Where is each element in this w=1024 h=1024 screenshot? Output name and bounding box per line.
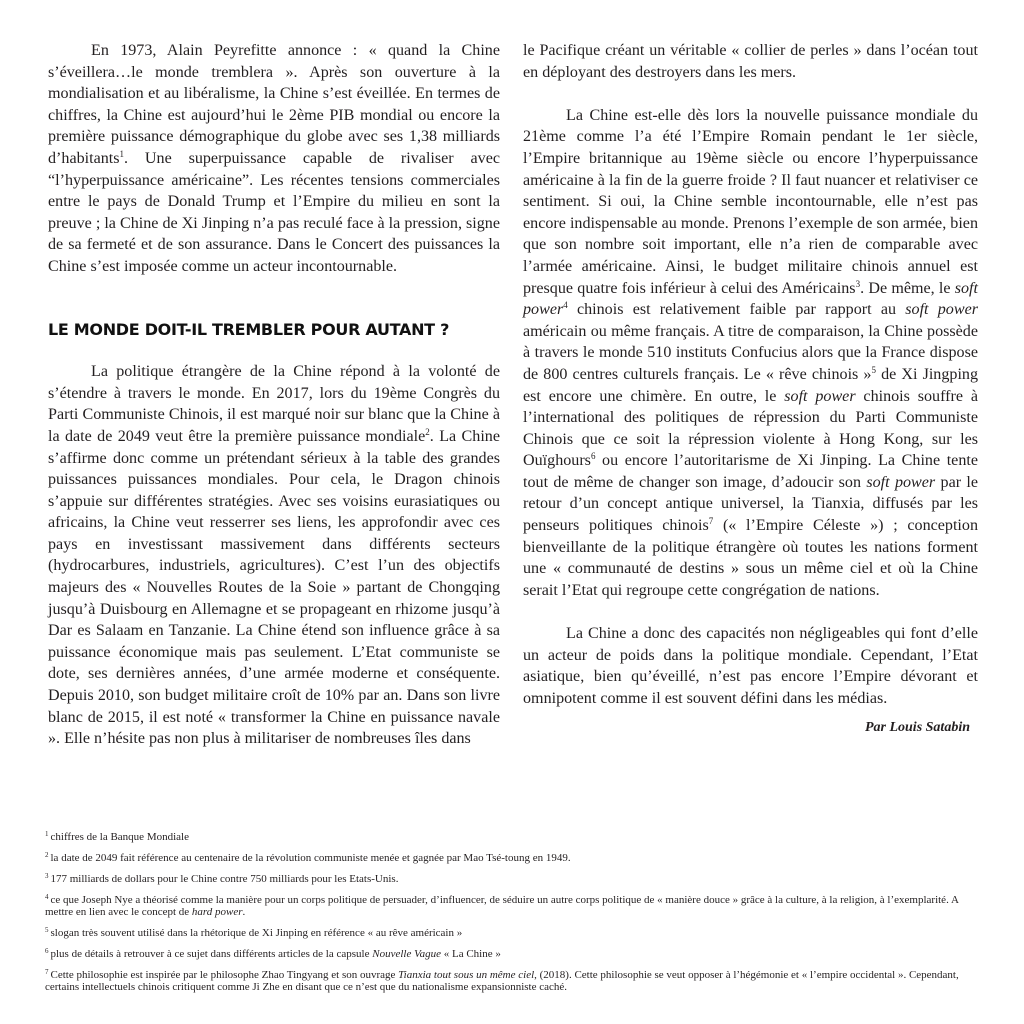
text: La Chine est-elle dès lors la nouvelle puissance mondiale du 21ème comme l’a été l’Empire Romain pendant le 1er siècle, l’Empire britannique au 19ème siècle ou encore l’hyperpuissance américaine à la fin de la guerre froide ? Il faut nuancer et relativiser ce sentiment. Si oui, la Chine semble incontournable, elle n’est pas encore indispensable au monde. Prenons l’exemple de son armée, bien que son nombre soit important, elle n’a rien de comparable avec l’armée américaine. Ainsi, le budget militaire chinois annuel est presque quatre fois inférieur à celui des Américains xyxy=(523,106,978,297)
footnote-ref-5[interactable]: 5 xyxy=(871,364,876,375)
footnote-3 xyxy=(45,873,975,885)
footnote-number: 6 xyxy=(45,947,49,955)
footnote-text: 177 milliards de dollars pour le Chine contre 750 milliards pour les Etats-Unis. xyxy=(50,873,399,885)
footnote-5 xyxy=(45,927,975,939)
text: . De même, le xyxy=(860,279,955,297)
footnote-number: 7 xyxy=(45,968,49,976)
italic-term: soft power xyxy=(784,387,856,405)
text: . Une superpuissance capable de rivaliser avec “l’hyperpuissance américaine”. Les récentes tensions commerciales entre le pays de Donald Trump et l’Empire du milieu en sont la preuve ; la Chine de Xi Jinping n’a pas reculé face à la pression, signe de sa fermeté et de son assurance. Dans le Concert des puissances la Chine s’est imposée comme un acteur incontournable. xyxy=(48,149,500,275)
footnote-2 xyxy=(45,852,975,864)
text: américain ou même français. A titre de comparaison, la Chine possède à travers le monde 510 instituts Confucius alors que la France dispose de 800 centres culturels français. Le « rêve chinois » xyxy=(523,322,978,383)
footnote-italic: Nouvelle Vague xyxy=(372,948,441,960)
text: chinois souffre à l’international des politiques de répression du Parti Communiste Chinois que ce soit la répression violente à Hong Kong, sur les Ouïghours xyxy=(523,387,979,470)
body-paragraph-2 xyxy=(48,361,500,750)
footnote-number: 5 xyxy=(45,926,49,934)
footnote-italic: Tianxia tout sous un même ciel xyxy=(398,969,535,981)
text: La politique étrangère de la Chine répond à la volonté de s’étendre à travers le monde. En 2017, lors du 19ème Congrès du Parti Communiste Chinois, il est marqué noir sur blanc que la Chine à la date de 2049 veut être la première puissance mondiale xyxy=(48,363,500,445)
footnote-text: chiffres de la Banque Mondiale xyxy=(50,831,189,843)
italic-term: soft power xyxy=(905,301,978,319)
footnote-number: 1 xyxy=(45,830,49,838)
footnote-text: ce que Joseph Nye a théorisé comme la manière pour un corps politique de persuader, d’influencer, de séduire un autre corps politique de « manière douce » grâce à la culture, à la religion, à l’exemplarité. A mettre en lien avec le concept de xyxy=(45,894,959,918)
continued-paragraph xyxy=(523,40,978,83)
footnote-text: , (2018). Cette philosophie se veut opposer à l’hégémonie et « l’empire occidental ». Cependant, certains intellectuels chinois critiquent comme Ji Zhe en disant que ce n’est que du nationalisme expansionniste caché. xyxy=(45,969,959,993)
footnote-6 xyxy=(45,948,975,960)
text: . La Chine s’affirme donc comme un prétendant sérieux à la table des grandes puissances puissances mondiales. Pour cela, le Dragon chinois s’appuie sur différentes stratégies. Avec ses voisins eurasiatiques ou africains, la Chine veut resserrer ses liens, les approfondir avec ces pays en investissant massivement dans différents secteurs (hydrocarbures, industriels, agricultures). C’est l’un des objectifs majeurs des « Nouvelles Routes de la Soie » partant de Chongqing jusqu’à Duisbourg en Allemagne et se propageant en rhizome jusqu’à Dar es Salaam en Tanzanie. La Chine étend son influence grâce à sa puissance économique mais pas seulement. L’Etat communiste se dote, ses dernières années, d’une armée moderne et conséquente. Depuis 2010, son budget militaire croît de 10% par an. Dans son livre blanc de 2015, il est noté « transformer la Chine en puissance navale ». Elle n’hésite pas non plus à militariser de nombreuses îles dans xyxy=(48,427,500,748)
conclusion-paragraph: La Chine a donc des capacités non négligeables qui font d’elle un acteur de poids dans la politique mondiale. Cependant, l’Etat asiatique, bien qu’éveillé, n’est pas encore l’Empire dévorant et omnipotent comme il est souvent défini dans les médias. xyxy=(523,625,978,707)
author-byline: Par Louis Satabin xyxy=(864,720,970,736)
left-column xyxy=(48,40,500,750)
footnote-text: slogan très souvent utilisé dans la rhétorique de Xi Jinping en référence « au rêve américain » xyxy=(50,927,463,939)
footnote-ref-2[interactable]: 2 xyxy=(425,426,430,437)
footnote-italic: hard power xyxy=(191,906,243,918)
footnotes xyxy=(45,831,975,1002)
section-heading: LE MONDE DOIT-IL TREMBLER POUR AUTANT ? xyxy=(48,320,450,340)
right-column xyxy=(523,40,978,739)
text: de Xi Jingping est encore une chimère. En outre, le xyxy=(523,365,979,405)
footnote-ref-3[interactable]: 3 xyxy=(855,278,861,289)
footnote-text: plus de détails à retrouver à ce sujet dans différents articles de la capsule xyxy=(50,948,373,960)
footnote-7 xyxy=(45,969,975,993)
text: ou encore l’autoritarisme de Xi Jinping. La Chine tente tout de même de changer son image, d’adoucir son xyxy=(523,452,978,491)
footnote-number: 2 xyxy=(45,851,49,859)
spacer xyxy=(48,278,500,300)
text: En 1973, Alain Peyrefitte annonce : « quand la Chine s’éveillera…le monde tremblera ». Après son ouverture à la mondialisation et au libéralisme, la Chine s’est éveillée. En termes de chiffres, la Chine est aujourd’hui le 2ème PIB mondial ou encore la première puissance démographique du globe avec ses 1,38 milliards d’habitants xyxy=(48,42,500,167)
spacer xyxy=(523,601,978,623)
footnote-ref-4[interactable]: 4 xyxy=(563,300,568,311)
footnote-text: la date de 2049 fait référence au centenaire de la révolution communiste menée et gagnée par Mao Tsé-toung en 1949. xyxy=(50,852,571,864)
footnote-ref-6[interactable]: 6 xyxy=(590,451,596,462)
text: par le retour d’un concept antique universel, la Tianxia, diffusés par les penseurs politiques chinois xyxy=(523,473,979,535)
footnote-number: 4 xyxy=(45,893,49,901)
footnote-text: « La Chine » xyxy=(440,948,501,960)
text: chinois est relativement faible par rapport au xyxy=(567,301,906,319)
footnote-text: . xyxy=(242,906,246,918)
italic-term: soft power xyxy=(866,473,936,491)
spacer xyxy=(523,83,978,105)
footnote-ref-1[interactable]: 1 xyxy=(119,148,125,159)
footnote-number: 3 xyxy=(45,872,49,880)
text: (« l’Empire Céleste ») ; conception bienveillante de la politique étrangère où toutes les nations forment une « communauté de destins » sous un même ciel et où la Chine serait l’Etat qui regroupe cette congrégation de nations. xyxy=(523,517,978,599)
footnote-text: Cette philosophie est inspirée par le philosophe Zhao Tingyang et son ouvrage xyxy=(50,969,399,981)
text: le Pacifique créant un véritable « collier de perles » dans l’océan tout en déployant des destroyers dans les mers. xyxy=(523,42,978,81)
body-paragraph-3 xyxy=(523,105,978,602)
italic-term: soft power xyxy=(523,279,979,319)
footnote-ref-7[interactable]: 7 xyxy=(708,516,714,527)
intro-paragraph xyxy=(48,40,500,278)
footnote-1 xyxy=(45,831,975,843)
footnote-4 xyxy=(45,894,975,918)
